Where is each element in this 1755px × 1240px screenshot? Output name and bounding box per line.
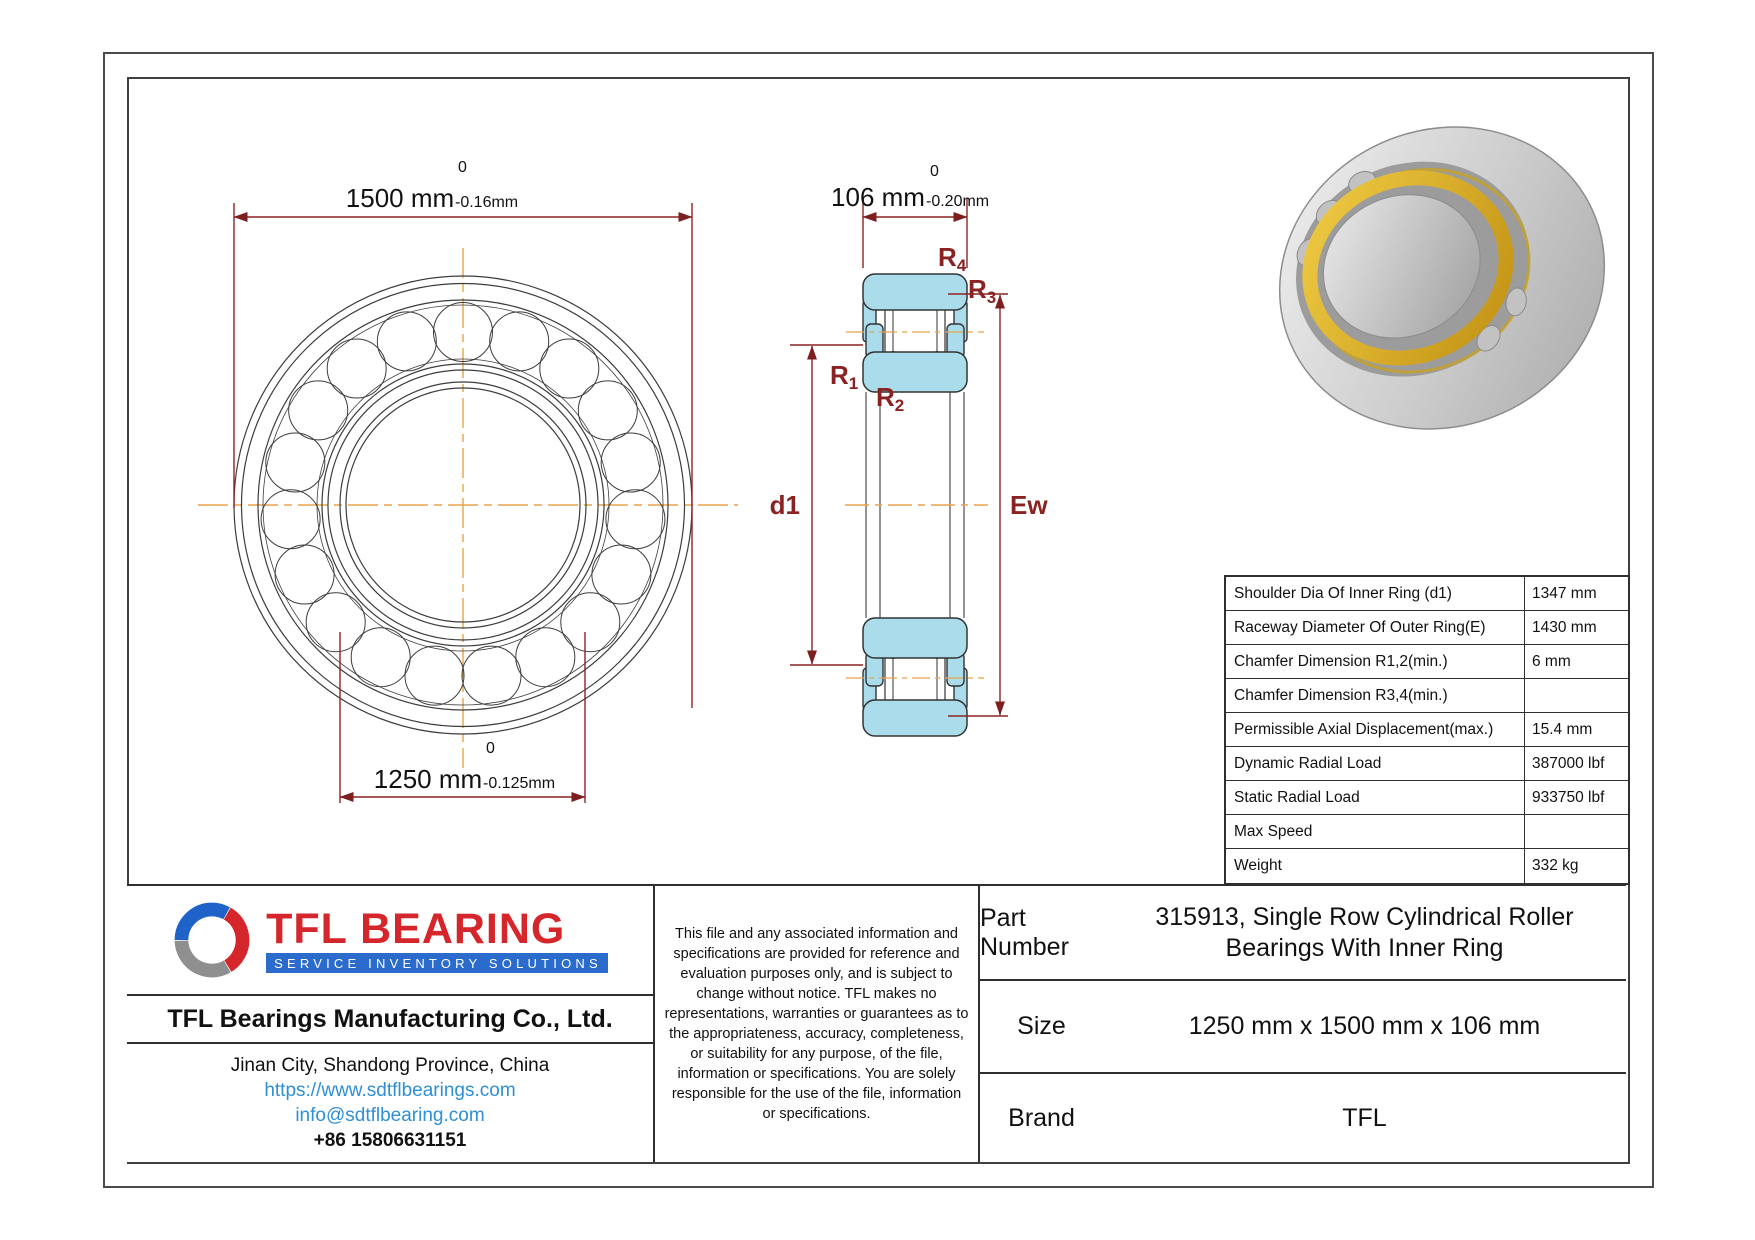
spec-label: Weight: [1226, 849, 1525, 883]
phone-number: +86 15806631151: [313, 1129, 467, 1151]
disclaimer-text: This file and any associated information and specifications are provided for reference and evaluation purposes only, and is subject to change without notice. TFL makes no representations, warranties or guarantees as to the appropriateness, accuracy, completeness, or suitability for any purpose, of the file, information or specifications. You are solely responsible for the use of the file, information or specifications.: [664, 926, 969, 1122]
spec-value: [1525, 815, 1628, 848]
ew-label: Ew: [1010, 490, 1048, 520]
company-logo: [127, 886, 653, 994]
logo-tagline: SERVICE INVENTORY SOLUTIONS: [266, 953, 608, 973]
tfl-logo-icon: [172, 900, 252, 980]
company-name: TFL Bearings Manufacturing Co., Ltd.: [127, 994, 653, 1042]
part-number-value: 315913, Single Row Cylindrical Roller Bearings With Inner Ring: [1155, 902, 1574, 962]
logo-brand-text: TFL BEARING: [266, 905, 566, 953]
bore-dim-tol-bottom: -0.125mm: [483, 775, 556, 792]
table-row: [1226, 679, 1628, 713]
spec-label: Permissible Axial Displacement(max.): [1226, 713, 1525, 746]
spec-value: 6 mm: [1532, 652, 1571, 670]
company-address: Jinan City, Shandong Province, China: [230, 1054, 550, 1076]
table-row: [1226, 849, 1628, 883]
spec-value: 15.4 mm: [1532, 720, 1593, 738]
brand-label: Brand: [980, 1072, 1103, 1162]
spec-value: 933750 lbf: [1532, 788, 1605, 806]
spec-value: [1525, 679, 1628, 712]
table-row: [1226, 815, 1628, 849]
table-row: [1226, 747, 1628, 781]
outer-dim-value: 1500 mm: [345, 183, 455, 213]
table-row: [1226, 713, 1628, 747]
bore-dim-value: 1250 mm: [373, 764, 483, 794]
table-row: [1226, 577, 1628, 611]
spec-value: 1430 mm: [1532, 618, 1597, 636]
spec-label: Chamfer Dimension R3,4(min.): [1226, 679, 1525, 712]
contact-info: [127, 1042, 653, 1162]
spec-label: Dynamic Radial Load: [1226, 747, 1525, 780]
spec-label: Shoulder Dia Of Inner Ring (d1): [1226, 577, 1525, 610]
width-dim-value: 106 mm: [831, 182, 925, 212]
width-dim-tol-bottom: -0.20mm: [926, 193, 990, 210]
r2-label: R2: [876, 382, 905, 415]
table-row: [1226, 781, 1628, 815]
spec-value: 1347 mm: [1532, 584, 1597, 602]
brand-value: TFL: [1103, 1072, 1626, 1162]
bore-dim-tol-top: 0: [486, 740, 495, 757]
width-dim-tol-top: 0: [930, 163, 939, 180]
outer-dim-tol-bottom: -0.16mm: [455, 194, 519, 211]
d1-label: d1: [769, 490, 800, 520]
r3-label: R3: [968, 274, 997, 307]
title-block: [127, 884, 1626, 1162]
size-value: 1250 mm x 1500 mm x 106 mm: [1103, 979, 1626, 1072]
r4-label: R4: [938, 242, 967, 275]
disclaimer: [653, 886, 980, 1162]
spec-label: Max Speed: [1226, 815, 1525, 848]
spec-label: Raceway Diameter Of Outer Ring(E): [1226, 611, 1525, 644]
specification-table: [1224, 575, 1630, 885]
size-label: Size: [980, 979, 1103, 1072]
website-link[interactable]: https://www.sdtflbearings.com: [264, 1079, 516, 1101]
logo-wordmark: [266, 907, 608, 973]
r1-label: R1: [830, 360, 859, 393]
spec-value: 332 kg: [1532, 857, 1579, 874]
outer-dim-tol-top: 0: [458, 159, 467, 176]
spec-value: 387000 lbf: [1532, 754, 1605, 772]
part-number-label: Part Number: [980, 903, 1069, 961]
spec-label: Static Radial Load: [1226, 781, 1525, 814]
email-link[interactable]: info@sdtflbearing.com: [295, 1104, 485, 1126]
table-row: [1226, 611, 1628, 645]
spec-label: Chamfer Dimension R1,2(min.): [1226, 645, 1525, 678]
table-row: [1226, 645, 1628, 679]
